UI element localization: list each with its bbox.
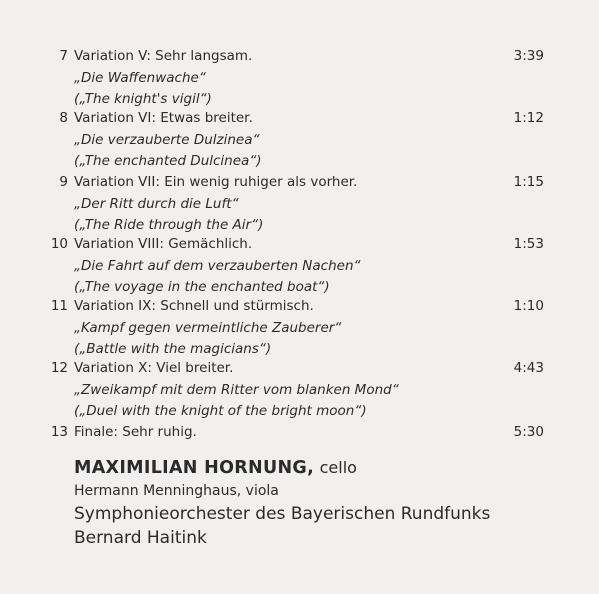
track-number: 8 bbox=[59, 110, 68, 126]
track-number: 7 bbox=[59, 48, 68, 64]
track-number: 12 bbox=[50, 360, 68, 376]
track-german-subtitle: „Die verzauberte Dulzinea“ bbox=[74, 131, 260, 148]
track-title: Variation VI: Etwas breiter. bbox=[74, 110, 253, 126]
track-number: 10 bbox=[50, 236, 68, 252]
track-title: Variation IX: Schnell und stürmisch. bbox=[74, 298, 314, 314]
track-english-subtitle: („The enchanted Dulcinea“) bbox=[74, 153, 262, 169]
track-german-subtitle: „Der Ritt durch die Luft“ bbox=[74, 195, 239, 212]
soloist-line bbox=[74, 455, 574, 481]
track-german-subtitle: „Kampf gegen vermeintliche Zauberer“ bbox=[74, 319, 342, 336]
soloist-name: MAXIMILIAN HORNUNG, bbox=[74, 458, 315, 478]
track-title: Variation X: Viel breiter. bbox=[74, 360, 234, 376]
orchestra-name: Symphonieorchester des Bayerischen Rundfunks bbox=[74, 504, 491, 524]
track-duration: 1:53 bbox=[513, 236, 544, 252]
track-duration: 4:43 bbox=[513, 360, 544, 376]
performer-credits bbox=[74, 455, 574, 550]
track-title: Variation VII: Ein wenig ruhiger als vorher. bbox=[74, 174, 358, 190]
track-duration: 1:10 bbox=[513, 298, 544, 314]
track-duration: 1:12 bbox=[513, 110, 544, 126]
conductor-name: Bernard Haitink bbox=[74, 528, 207, 548]
track-duration: 5:30 bbox=[513, 424, 544, 440]
track-english-subtitle: („Duel with the knight of the bright moon“) bbox=[74, 403, 367, 419]
violist-credit: Hermann Menninghaus, viola bbox=[74, 483, 279, 499]
track-number: 11 bbox=[50, 298, 68, 314]
track-german-subtitle: „Die Fahrt auf dem verzauberten Nachen“ bbox=[74, 257, 361, 274]
track-english-subtitle: („Battle with the magicians“) bbox=[74, 341, 272, 357]
track-duration: 1:15 bbox=[513, 174, 544, 190]
track-german-subtitle: „Die Waffenwache“ bbox=[74, 69, 206, 86]
track-german-subtitle: „Zweikampf mit dem Ritter vom blanken Mond“ bbox=[74, 381, 399, 398]
track-duration: 3:39 bbox=[513, 48, 544, 64]
track-english-subtitle: („The knight's vigil“) bbox=[74, 91, 212, 107]
track-number: 9 bbox=[59, 174, 68, 190]
soloist-instrument: cello bbox=[319, 458, 357, 477]
track-english-subtitle: („The voyage in the enchanted boat“) bbox=[74, 279, 330, 295]
track-title: Variation VIII: Gemächlich. bbox=[74, 236, 253, 252]
track-number: 13 bbox=[50, 424, 68, 440]
track-title: Variation V: Sehr langsam. bbox=[74, 48, 253, 64]
track-title: Finale: Sehr ruhig. bbox=[74, 424, 197, 440]
track-english-subtitle: („The Ride through the Air“) bbox=[74, 217, 264, 233]
